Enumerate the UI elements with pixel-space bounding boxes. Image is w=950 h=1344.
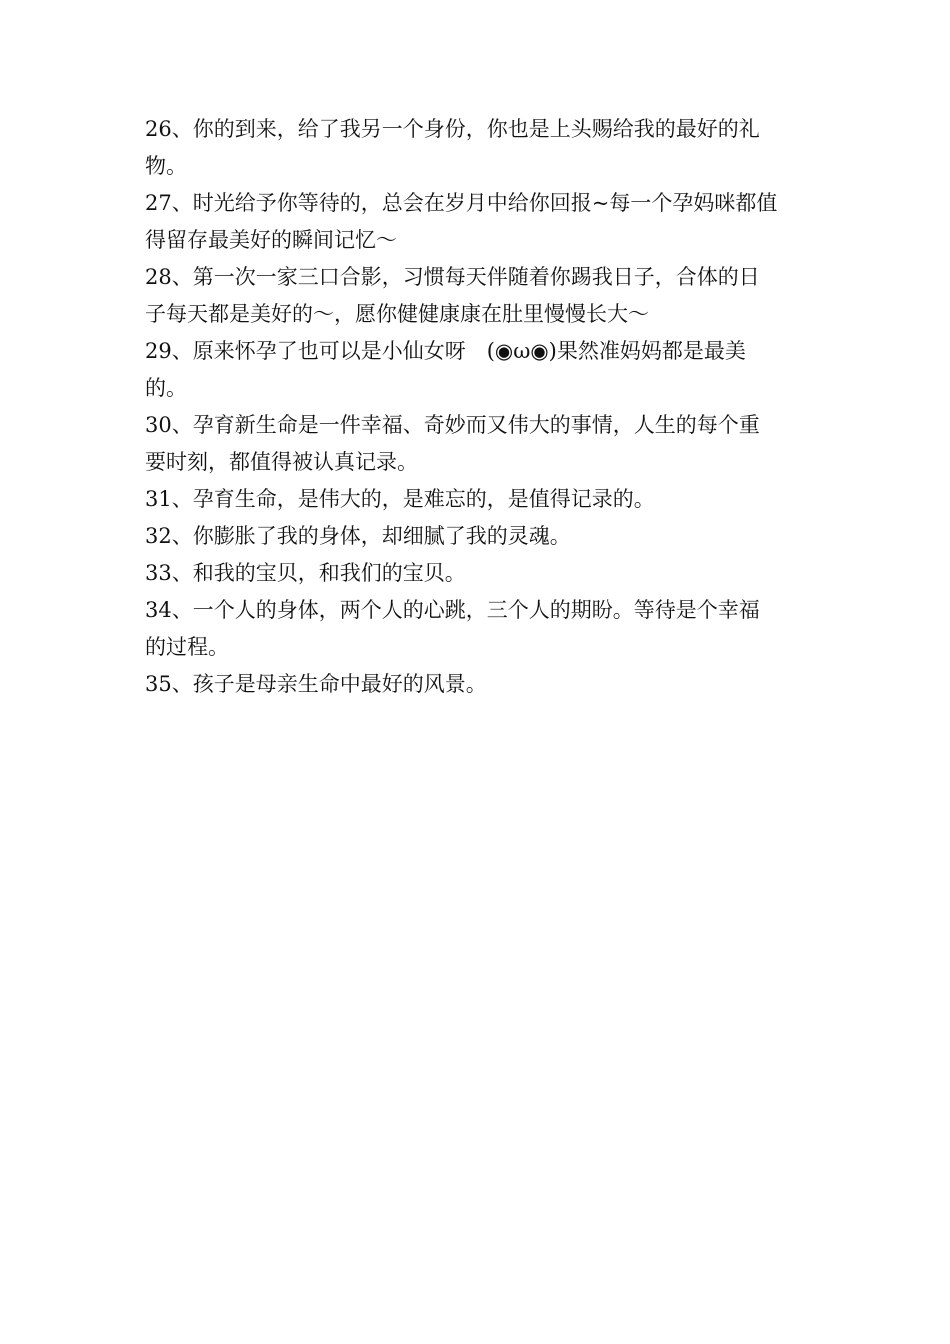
paragraph-28 xyxy=(145,259,810,333)
paragraph-line: 34、一个人的身体，两个人的心跳，三个人的期盼。等待是个幸福 xyxy=(145,598,760,622)
document-body xyxy=(145,111,810,703)
paragraph-line: 31、孕育生命，是伟大的，是难忘的，是值得记录的。 xyxy=(145,487,655,511)
paragraph-32 xyxy=(145,518,810,555)
paragraph-30 xyxy=(145,407,810,481)
paragraph-line: 27、时光给予你等待的，总会在岁月中给你回报~每一个孕妈咪都值 xyxy=(145,191,778,215)
paragraph-line: 33、和我的宝贝，和我们的宝贝。 xyxy=(145,561,466,585)
paragraph-line: 32、你膨胀了我的身体，却细腻了我的灵魂。 xyxy=(145,524,571,548)
paragraph-line: 30、孕育新生命是一件幸福、奇妙而又伟大的事情，人生的每个重 xyxy=(145,413,760,437)
paragraph-line: 35、孩子是母亲生命中最好的风景。 xyxy=(145,672,487,696)
paragraph-34 xyxy=(145,592,810,666)
paragraph-31 xyxy=(145,481,810,518)
paragraph-33 xyxy=(145,555,810,592)
paragraph-line: 29、原来怀孕了也可以是小仙女呀 (◉ω◉)果然准妈妈都是最美 xyxy=(145,339,746,363)
paragraph-line: 得留存最美好的瞬间记忆～ xyxy=(145,228,397,252)
paragraph-line: 28、第一次一家三口合影，习惯每天伴随着你踢我日子，合体的日 xyxy=(145,265,760,289)
paragraph-line: 物。 xyxy=(145,154,187,178)
paragraph-27 xyxy=(145,185,810,259)
paragraph-line: 的。 xyxy=(145,376,187,400)
paragraph-line: 26、你的到来，给了我另一个身份，你也是上头赐给我的最好的礼 xyxy=(145,117,760,141)
paragraph-26 xyxy=(145,111,810,185)
paragraph-line: 要时刻，都值得被认真记录。 xyxy=(145,450,418,474)
paragraph-29 xyxy=(145,333,810,407)
paragraph-35 xyxy=(145,666,810,703)
paragraph-line: 子每天都是美好的～，愿你健健康康在肚里慢慢长大～ xyxy=(145,302,649,326)
paragraph-line: 的过程。 xyxy=(145,635,229,659)
